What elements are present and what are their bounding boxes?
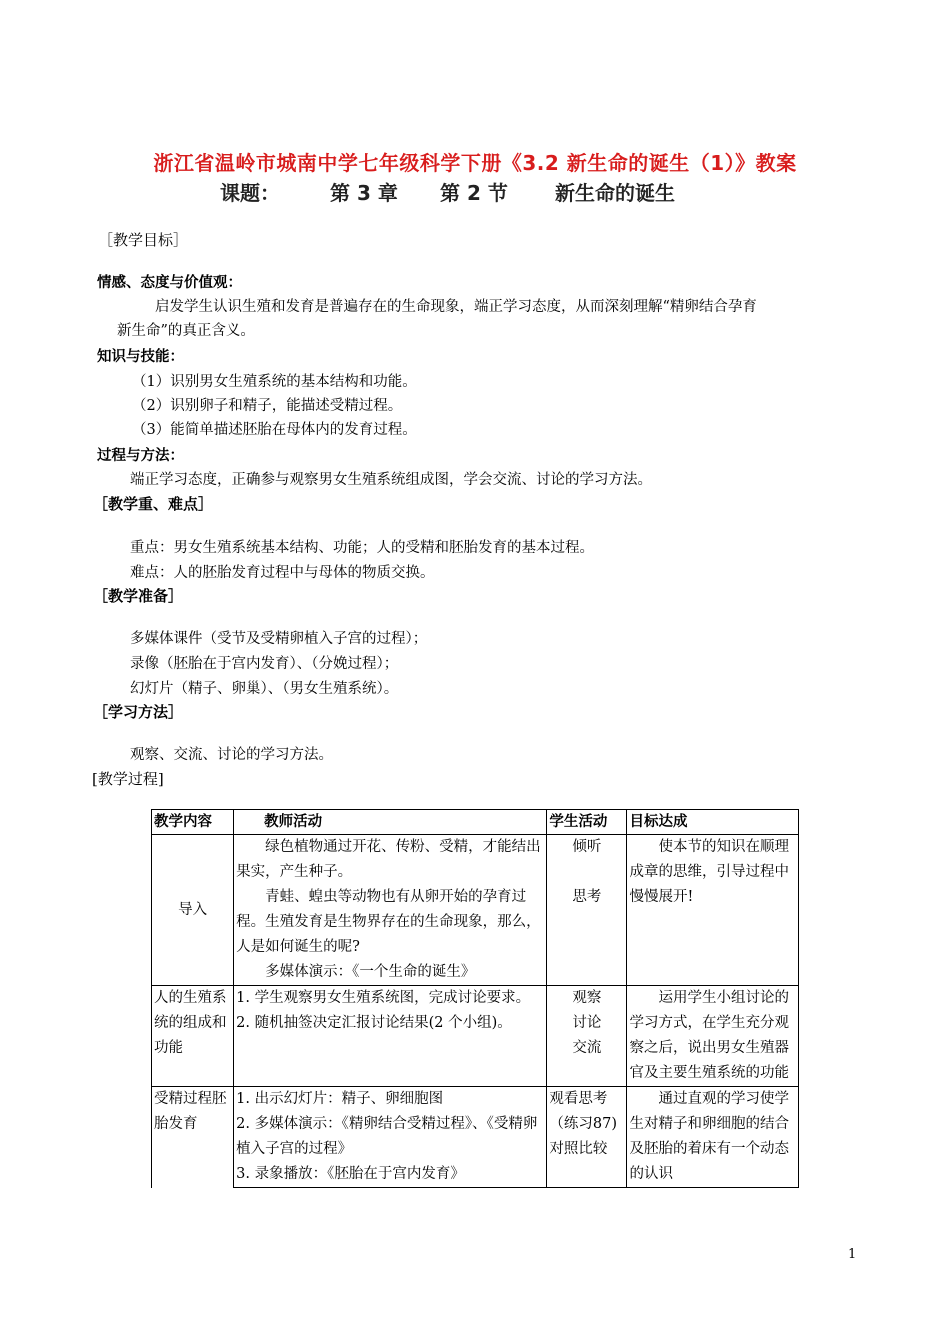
student-activity: 交流 — [572, 1040, 602, 1056]
student-cell — [547, 986, 627, 1087]
subtitle-topic: 新生命的诞生 — [555, 181, 675, 205]
key-point: 重点：男女生殖系统基本结构、功能；人的受精和胚胎发育的基本过程。 — [130, 540, 594, 556]
student-activity: 倾听 — [572, 839, 602, 855]
table-row — [152, 835, 799, 986]
preparation-item: 幻灯片（精子、卵巢）、（男女生殖系统）。 — [130, 681, 399, 697]
goal-text: 运用学生小组讨论的学习方式，在学生充分观察之后，说出男女生殖器官及主要生殖系统的功能 — [629, 990, 789, 1081]
process-method-heading: 过程与方法： — [97, 448, 184, 464]
difficult-point: 难点：人的胚胎发育过程中与母体的物质交换。 — [130, 565, 435, 581]
student-cell — [547, 1087, 627, 1188]
teacher-cell — [234, 986, 547, 1087]
teacher-activity: 1. 出示幻灯片：精子、卵细胞图 — [236, 1091, 444, 1107]
preparation-item: 多媒体课件（受节及受精卵植入子宫的过程）； — [130, 631, 428, 647]
document-title: 浙江省温岭市城南中学七年级科学下册《3.2 新生命的诞生（1）》教案 — [153, 151, 797, 175]
goal-cell — [627, 986, 799, 1087]
knowledge-heading: 知识与技能： — [97, 349, 184, 365]
goal-cell — [627, 1087, 799, 1188]
preparation-item: 录像（胚胎在于宫内发育）、（分娩过程）； — [130, 656, 399, 672]
subtitle-chapter: 第 3 章 — [330, 181, 398, 205]
student-activity: 观察 — [572, 990, 602, 1006]
process-table — [151, 809, 799, 1188]
student-activity: 思考 — [572, 889, 602, 905]
knowledge-item: （3）能简单描述胚胎在母体内的发育过程。 — [132, 422, 417, 438]
row-content: 受精过程胚胎发育 — [154, 1091, 227, 1132]
emotion-heading: 情感、态度与价值观： — [97, 275, 242, 291]
goal-cell — [627, 835, 799, 986]
column-header: 学生活动 — [547, 810, 627, 835]
emotion-text-line2: 新生命”的真正含义。 — [117, 323, 255, 339]
method-text: 观察、交流、讨论的学习方法。 — [130, 747, 333, 763]
student-activity: 对照比较 — [549, 1141, 608, 1157]
row-content-cell — [152, 986, 234, 1087]
row-content: 人的生殖系统的组成和功能 — [154, 990, 227, 1056]
row-content-cell — [152, 1087, 234, 1188]
teacher-activity: 2. 多媒体演示：《精卵结合受精过程》、《受精卵植入子宫的过程》 — [236, 1116, 538, 1157]
row-content-cell — [152, 835, 234, 986]
row-content: 导入 — [178, 901, 208, 918]
goal-text: 通过直观的学习使学生对精子和卵细胞的结合及胚胎的着床有一个动态的认识 — [629, 1091, 789, 1182]
keypoints-heading: ［教学重、难点］ — [93, 495, 214, 513]
student-activity: （练习87) — [549, 1116, 617, 1132]
teacher-activity: 1. 学生观察男女生殖系统图，完成讨论要求。 — [236, 990, 531, 1006]
column-header: 教学内容 — [152, 810, 234, 835]
preparation-heading: ［教学准备］ — [93, 587, 184, 605]
teacher-activity: 2. 随机抽签决定汇报讨论结果(2 个小组)。 — [236, 1015, 512, 1031]
goal-text: 使本节的知识在顺理成章的思维，引导过程中慢慢展开! — [629, 839, 789, 905]
emotion-text-line1: 启发学生认识生殖和发育是普遍存在的生命现象，端正学习态度，从而深刻理解“精卵结合孕育 — [155, 299, 757, 315]
teacher-cell — [234, 1087, 547, 1188]
method-heading: ［学习方法］ — [93, 703, 184, 721]
teacher-activity: 多媒体演示：《一个生命的诞生》 — [265, 964, 476, 980]
page-number: 1 — [848, 1247, 857, 1262]
process-method-text: 端正学习态度，正确参与观察男女生殖系统组成图，学会交流、讨论的学习方法。 — [130, 472, 652, 488]
column-header: 目标达成 — [627, 810, 799, 835]
subtitle-section: 第 2 节 — [440, 181, 508, 205]
student-activity: 观看思考 — [549, 1091, 608, 1107]
knowledge-item: （1）识别男女生殖系统的基本结构和功能。 — [132, 374, 417, 390]
teacher-activity: 绿色植物通过开花、传粉、受精，才能结出果实，产生种子。 — [236, 839, 541, 880]
table-header-row — [152, 810, 799, 835]
teacher-activity: 3. 录象播放：《胚胎在于宫内发育》 — [236, 1166, 465, 1182]
teacher-cell — [234, 835, 547, 986]
student-activity: 讨论 — [572, 1015, 602, 1031]
knowledge-item: （2）识别卵子和精子，能描述受精过程。 — [132, 398, 403, 414]
table-row — [152, 986, 799, 1087]
student-cell — [547, 835, 627, 986]
table-row — [152, 1087, 799, 1188]
process-heading: [教学过程] — [92, 770, 164, 788]
goals-heading: ［教学目标］ — [98, 231, 189, 249]
subtitle-label: 课题： — [220, 181, 280, 205]
teacher-activity: 青蛙、蝗虫等动物也有从卵开始的孕育过程。生殖发育是生物界存在的生命现象，那么，人是如何诞生的呢? — [236, 889, 541, 955]
column-header: 教师活动 — [234, 810, 547, 835]
